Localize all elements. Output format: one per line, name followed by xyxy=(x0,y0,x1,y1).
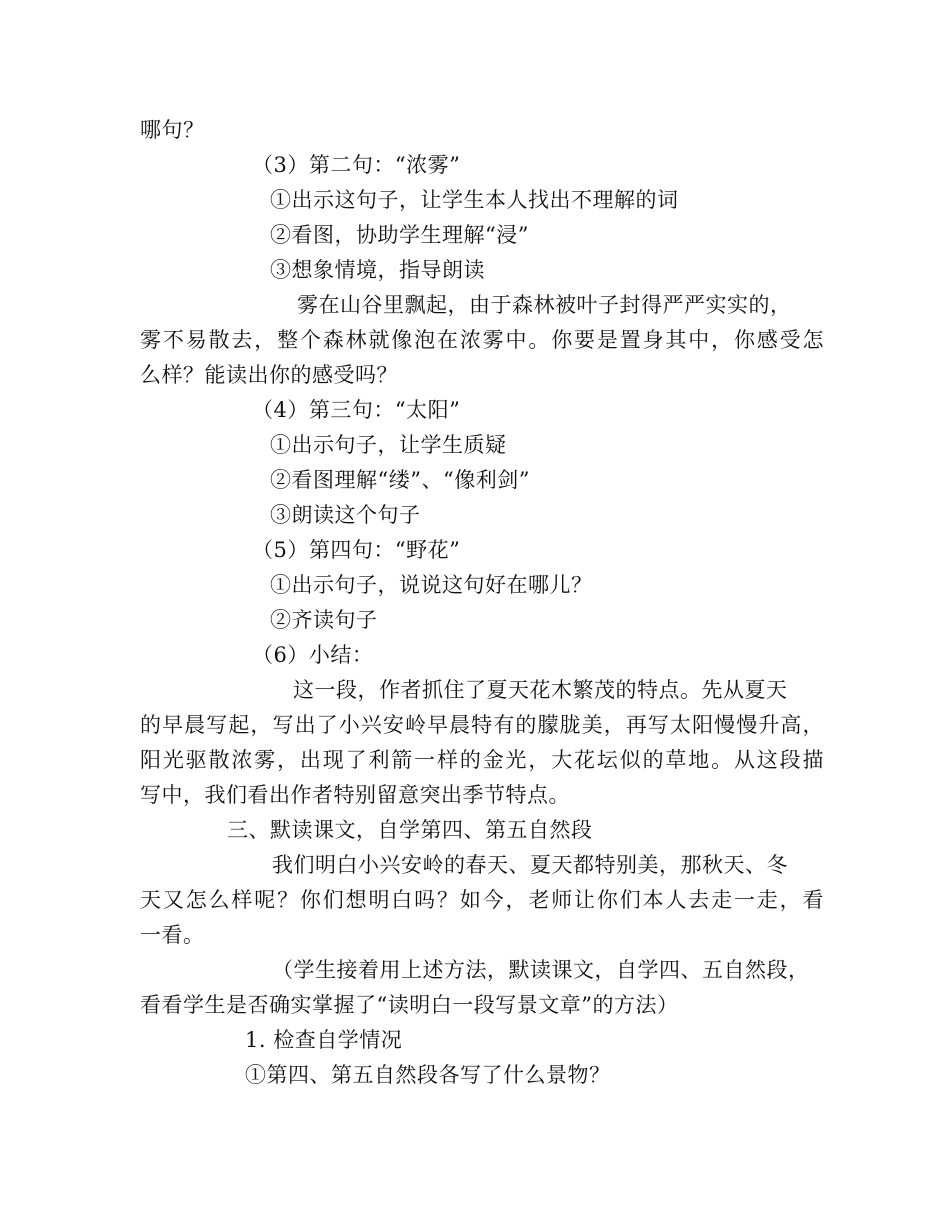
text-line-3: ①出示这句子，让学生本人找出不理解的词 xyxy=(270,188,679,212)
text-line-14: ①出示句子，说说这句好在哪儿？ xyxy=(270,573,593,597)
text-line-1: 哪句？ xyxy=(140,118,205,142)
text-line-11: ②看图理解“缕”、“像利剑” xyxy=(270,468,530,492)
list-item-1: 1. 检查自学情况 xyxy=(245,1028,403,1052)
paragraph-line-6: 雾在山谷里飘起，由于森林被叶子封得严严实实的， xyxy=(297,293,792,317)
paragraph-line-24: 一看。 xyxy=(140,923,205,947)
paragraph-line-19: 阳光驱散浓雾，出现了利箭一样的金光，大花坛似的草地。从这段描 xyxy=(140,748,824,772)
section-heading-6: （6）小结： xyxy=(252,643,374,667)
paragraph-line-26: 看看学生是否确实掌握了“读明白一段写景文章”的方法） xyxy=(140,993,679,1017)
paragraph-line-8: 么样？能读出你的感受吗？ xyxy=(140,363,398,387)
paragraph-line-25: （学生接着用上述方法，默读课文，自学四、五自然段， xyxy=(272,958,810,982)
text-line-15: ②齐读句子 xyxy=(270,608,378,632)
paragraph-line-22: 我们明白小兴安岭的春天、夏天都特别美，那秋天、冬 xyxy=(272,853,788,877)
paragraph-line-17: 这一段，作者抓住了夏天花木繁茂的特点。先从夏天 xyxy=(293,678,788,702)
paragraph-line-7: 雾不易散去，整个森林就像泡在浓雾中。你要是置身其中，你感受怎 xyxy=(140,328,824,352)
paragraph-line-23: 天又怎么样呢？你们想明白吗？如今，老师让你们本人去走一走，看 xyxy=(140,888,824,912)
section-heading-three: 三、默读课文，自学第四、第五自然段 xyxy=(227,818,593,842)
text-line-10: ①出示句子，让学生质疑 xyxy=(270,433,507,457)
text-line-12: ③朗读这个句子 xyxy=(270,503,421,527)
section-heading-3: （3）第二句：“浓雾” xyxy=(252,153,461,177)
section-heading-5: （5）第四句：“野花” xyxy=(252,538,461,562)
paragraph-line-20: 写中，我们看出作者特别留意突出季节特点。 xyxy=(140,783,570,807)
text-line-4: ②看图，协助学生理解“浸” xyxy=(270,223,529,247)
text-line-5: ③想象情境，指导朗读 xyxy=(270,258,485,282)
text-line-28: ①第四、第五自然段各写了什么景物？ xyxy=(245,1063,611,1087)
section-heading-4: （4）第三句：“太阳” xyxy=(252,398,461,422)
paragraph-line-18: 的早晨写起，写出了小兴安岭早晨特有的朦胧美，再写太阳慢慢升高， xyxy=(140,713,824,737)
